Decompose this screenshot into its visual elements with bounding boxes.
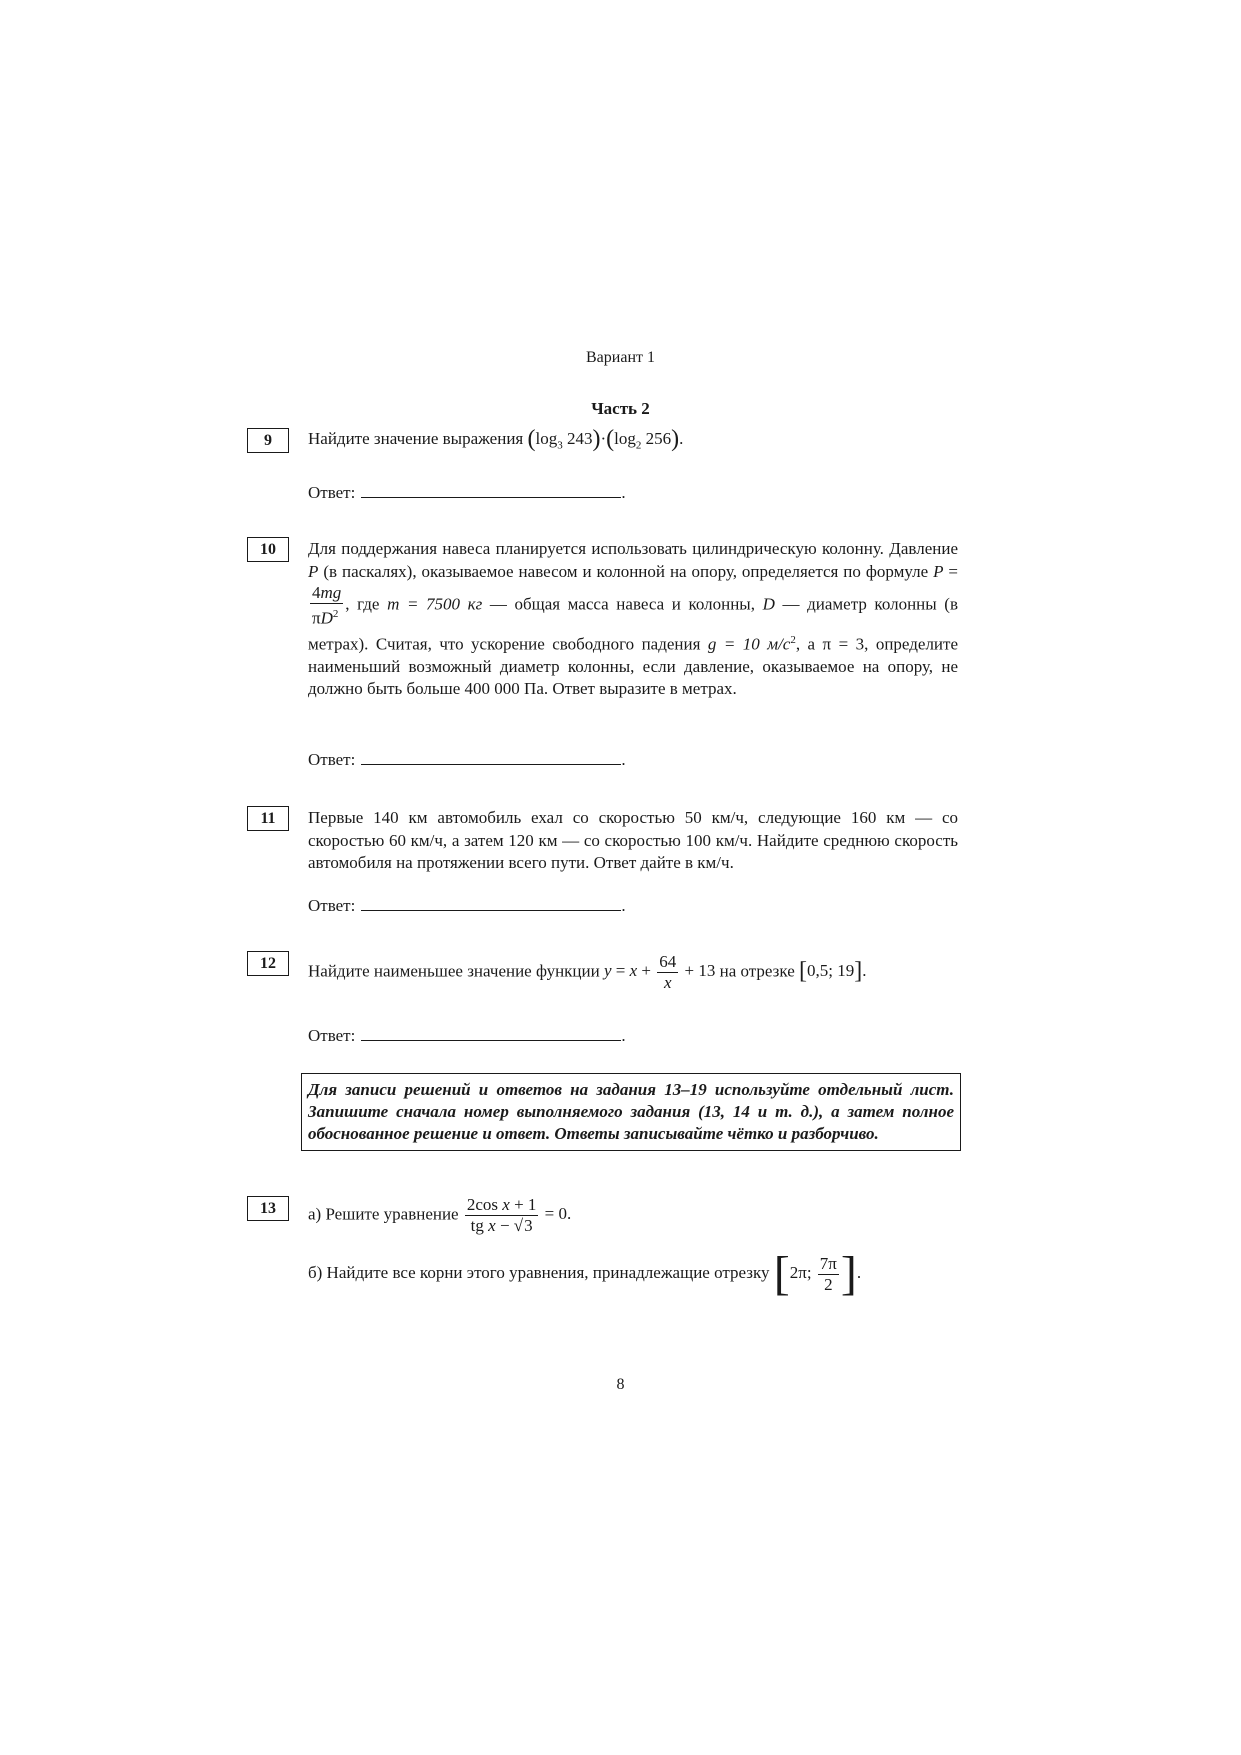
task-10-formula: $\frac{4mg}{\pi D^2}$ [312,583,342,628]
task-10-line2b: — общая масса навеса и колонны, [489,594,755,614]
part-title: Часть 2 [591,399,650,418]
task-number-12: 12 [247,951,289,976]
variant-header: Вариант 1 [586,349,655,366]
task-10-line5: , определите наименьший возможный диаметр колонны, если давление, оказываемое на опору, не должно быть больше 400 000 Па. Ответ выразите в метрах. [308,634,958,699]
task-13-segment: [2π; $\frac{7\pi}{2}$ ]. [773,1247,862,1300]
task-number-10: 10 [247,537,289,562]
task-9-text [308,428,958,457]
task-12-prompt: Найдите наименьшее значение функции [308,961,600,981]
task-number-9: 9 [247,428,289,453]
task-13-part-a [308,1195,958,1236]
answer-9 [308,483,626,503]
answer-11 [308,896,626,916]
answer-10-label: Ответ: [308,750,356,769]
task-11-text: Первые 140 км автомобиль ехал со скоростью 50 км/ч, следующие 160 км — со скоростью 60 км/ч, а затем 120 км — со скоростью 100 км/ч. Найдите среднюю скорость автомобиля на протяжении всего пути. Ответ дайте в км/ч. [308,808,958,872]
task-9-expression: ($\log_3$ $243)\cdot(\log_2$ 256). [527,426,684,452]
task-13-a-prompt: а) Решите уравнение [308,1204,459,1224]
page-number: 8 [616,1376,625,1393]
task-10-line2: , где [345,594,380,614]
task-10-line1: Для поддержания навеса планируется использовать цилиндрическую колонну. Давление [308,539,958,558]
task-12-segment-label: на отрезке [719,961,795,981]
answer-11-field[interactable] [361,896,621,911]
task-10-var-d: D [762,594,775,614]
answer-10-field[interactable] [361,750,621,765]
task-number-13: 13 [247,1196,289,1221]
answer-9-label: Ответ: [308,483,356,502]
instructions-notice: Для записи решений и ответов на задания 13–19 используйте отдельный лист. Запишите сначала номер выполняемого задания (13, 14 и т. д.), а затем полное обоснованное решение и ответ. Ответы записывайте чётко и разборчиво. [301,1073,961,1151]
answer-12 [308,1026,626,1046]
answer-9-period: . [621,483,626,502]
answer-11-period: . [621,896,626,915]
answer-11-label: Ответ: [308,896,356,915]
answer-12-label: Ответ: [308,1026,356,1045]
task-10-mass: m = 7500 кг [387,594,483,614]
task-13-equation: $\frac{\text{2cos x + 1}}{\text{tg x − √3}}$ = 0. [466,1195,572,1235]
answer-12-period: . [621,1026,626,1045]
task-12-function: y = x + $\frac{64}{x}$ + 13 [603,952,716,992]
task-10-line4: , а [795,634,816,654]
task-number-11: 11 [247,806,289,831]
task-13-b-prompt: б) Найдите все корни этого уравнения, принадлежащие отрезку [308,1262,770,1282]
task-10-line1b: (в паскалях), оказываемое навесом и колонной на опору, определяется по формуле [323,561,929,581]
answer-10-period: . [621,750,626,769]
task-12-text [308,952,958,993]
task-10-line3: — диаметр колонны (в метрах). Считая, что ускорение свободного падения [308,594,958,654]
task-10-g: g = 10 м/с [707,634,791,654]
task-9-prompt: Найдите значение выражения [308,429,524,448]
task-13-part-b [308,1247,958,1300]
task-10-pi: π = 3 [822,634,865,654]
task-12-segment: [0,5; 19]. [799,958,867,985]
task-10-var-p: P [308,561,319,581]
answer-12-field[interactable] [361,1026,621,1041]
answer-10 [308,750,626,770]
answer-9-field[interactable] [361,483,621,498]
task-10-text: Для поддержания навеса планируется использовать цилиндрическую колонну. Давление P (в паскалях), оказываемое навесом и колонной на опору, определяется по формуле P = $\frac{4mg}{\pi D^2}$ , где m = 7500 кг — общая масса навеса и колонны, D — диаметр колонны (в метрах). Считая, что ускорение свободного падения g = 10 $м/с^2$, а π = 3, определите наименьший возможный диаметр колонны, если давление, оказываемое на опору, не должно быть больше 400 000 Па. Ответ выразите в метрах. [308,539,959,699]
